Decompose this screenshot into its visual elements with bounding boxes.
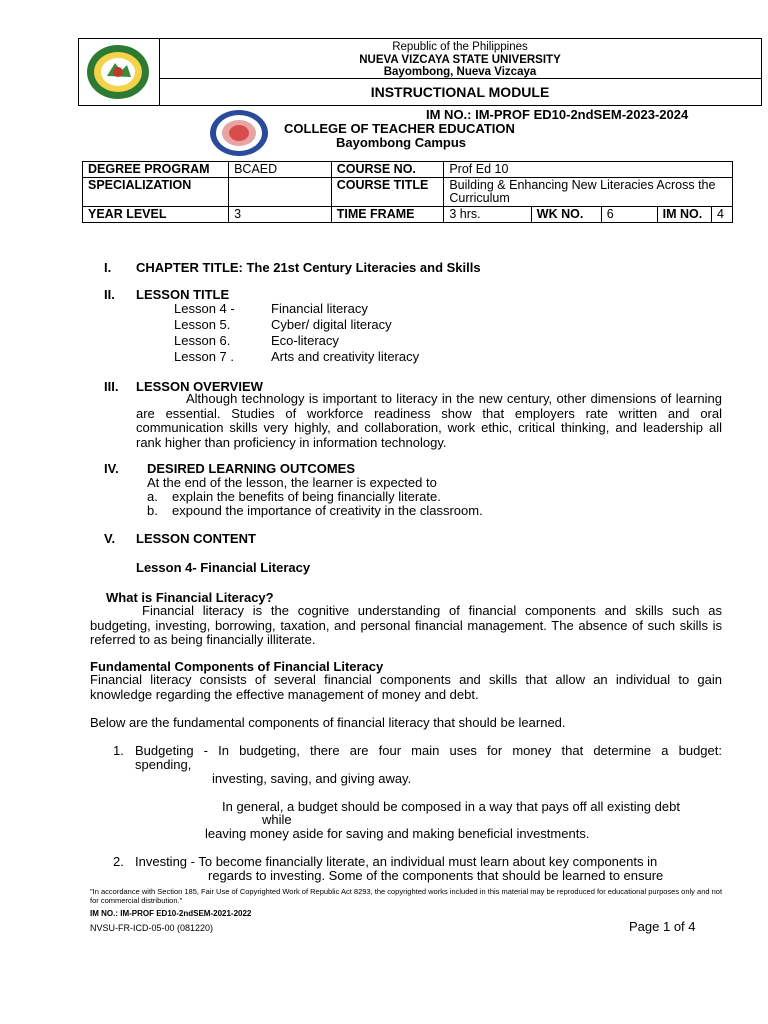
college-name: COLLEGE OF TEACHER EDUCATION bbox=[284, 121, 515, 136]
fundamentals-heading: Fundamental Components of Financial Literacy bbox=[90, 659, 384, 674]
course-info-table bbox=[82, 161, 733, 223]
copyright-note: "In accordance with Section 185, Fair Use of Copyrighted Work of Republic Act 8293, the copyrighted works included in this material may be reproduced for educational purposes only and not for commercial distribution." bbox=[90, 887, 723, 905]
year-level-label: YEAR LEVEL bbox=[83, 207, 229, 223]
lesson-name: Cyber/ digital literacy bbox=[271, 317, 392, 332]
header-box bbox=[78, 38, 762, 106]
lesson-number: Lesson 7 . bbox=[174, 349, 234, 364]
time-frame-value: 3 hrs. bbox=[444, 207, 531, 223]
header-title-cell bbox=[159, 39, 761, 79]
chapter-title: CHAPTER TITLE: The 21st Century Literacies and Skills bbox=[136, 260, 481, 275]
section-number: IV. bbox=[104, 461, 119, 476]
section-number: V. bbox=[104, 531, 116, 546]
degree-value: BCAED bbox=[229, 162, 332, 178]
im-no-value: 4 bbox=[712, 207, 733, 223]
outcomes-intro: At the end of the lesson, the learner is expected to bbox=[147, 475, 437, 490]
lesson-name: Arts and creativity literacy bbox=[271, 349, 420, 364]
year-level-value: 3 bbox=[229, 207, 332, 223]
lesson-name: Eco-literacy bbox=[271, 333, 339, 348]
campus-name: Bayombong Campus bbox=[336, 135, 467, 150]
lesson-content-heading: LESSON CONTENT bbox=[136, 531, 256, 546]
section-number: II. bbox=[104, 287, 115, 302]
im-no-label: IM NO. bbox=[657, 207, 711, 223]
degree-label: DEGREE PROGRAM bbox=[83, 162, 229, 178]
specialization-value bbox=[229, 178, 332, 207]
week-no-value: 6 bbox=[601, 207, 657, 223]
im-number-top: IM NO.: IM-PROF ED10-2ndSEM-2023-2024 bbox=[426, 107, 689, 122]
investing-line: Investing - To become financially literate, an individual must learn about key components in bbox=[135, 854, 658, 869]
time-frame-label: TIME FRAME bbox=[331, 207, 444, 223]
budgeting-line: leaving money aside for saving and making beneficial investments. bbox=[205, 826, 590, 841]
section-number: I. bbox=[104, 260, 112, 275]
university-logo-cell bbox=[79, 39, 160, 105]
university-address: Bayombong, Nueva Vizcaya bbox=[383, 66, 537, 78]
course-title-value: Building & Enhancing New Literacies Across the Curriculum bbox=[444, 178, 733, 207]
footer-im-number: IM NO.: IM-PROF ED10-2ndSEM-2021-2022 bbox=[90, 909, 252, 918]
lesson-overview-heading: LESSON OVERVIEW bbox=[136, 379, 263, 394]
what-paragraph: Financial literacy is the cognitive understanding of financial components and skills such as budgeting, investing, borrowing, taxation, and personal financial management. The absence of such skills is referred to as being financially illiterate. bbox=[90, 603, 722, 647]
university-seal-icon bbox=[85, 43, 151, 101]
lesson-number: Lesson 4 - bbox=[174, 301, 235, 316]
outcome-label: a. bbox=[147, 489, 158, 504]
lesson-heading: Lesson 4- Financial Literacy bbox=[136, 560, 311, 575]
outcome-label: b. bbox=[147, 503, 158, 518]
section-number: III. bbox=[104, 379, 119, 394]
lesson-number: Lesson 6. bbox=[174, 333, 231, 348]
university-name: NUEVA VIZCAYA STATE UNIVERSITY bbox=[359, 53, 561, 66]
budgeting-line: while bbox=[262, 812, 292, 827]
lesson-number: Lesson 5. bbox=[174, 317, 231, 332]
course-no-value: Prof Ed 10 bbox=[444, 162, 733, 178]
table-row bbox=[83, 207, 733, 223]
lesson-name: Financial literacy bbox=[271, 301, 368, 316]
budgeting-line: spending, bbox=[135, 757, 192, 772]
course-no-label: COURSE NO. bbox=[331, 162, 444, 178]
table-row bbox=[83, 162, 733, 178]
outcome-item: expound the importance of creativity in the classroom. bbox=[172, 503, 483, 518]
page-number: Page 1 of 4 bbox=[629, 919, 696, 934]
budgeting-line: investing, saving, and giving away. bbox=[212, 771, 412, 786]
fundamentals-paragraph: Financial literacy consists of several financial components and skills that allow an individual to gain knowledge regarding the effective management of money and debt. bbox=[90, 672, 722, 702]
below-paragraph: Below are the fundamental components of financial literacy that should be learned. bbox=[90, 715, 566, 730]
what-heading: What is Financial Literacy? bbox=[106, 590, 274, 605]
module-title: INSTRUCTIONAL MODULE bbox=[370, 84, 550, 100]
outcomes-heading: DESIRED LEARNING OUTCOMES bbox=[147, 461, 356, 476]
budgeting-line: Budgeting - In budgeting, there are four main uses for money that determine a budget: bbox=[135, 743, 722, 758]
college-seal-icon bbox=[208, 108, 270, 158]
specialization-label: SPECIALIZATION bbox=[83, 178, 229, 207]
list-number: 2. bbox=[113, 854, 124, 869]
footer-form-code: NVSU-FR-ICD-05-00 (081220) bbox=[90, 923, 214, 933]
course-title-label: COURSE TITLE bbox=[331, 178, 444, 207]
table-row bbox=[83, 178, 733, 207]
week-no-label: WK NO. bbox=[531, 207, 601, 223]
republic-line: Republic of the Philippines bbox=[392, 41, 528, 53]
outcome-item: explain the benefits of being financially literate. bbox=[172, 489, 441, 504]
list-number: 1. bbox=[113, 743, 124, 758]
overview-paragraph: Although technology is important to literacy in the new century, other dimensions of learning are essential. Studies of workforce readiness show that employers rate written and oral communication skills very highly, and collaboration, work ethic, critical thinking, and leadership all rank higher than proficiency in information technology. bbox=[136, 391, 722, 450]
investing-line: regards to investing. Some of the components that should be learned to ensure bbox=[208, 868, 664, 883]
budgeting-line: In general, a budget should be composed in a way that pays off all existing debt bbox=[222, 799, 680, 814]
lesson-title-heading: LESSON TITLE bbox=[136, 287, 230, 302]
